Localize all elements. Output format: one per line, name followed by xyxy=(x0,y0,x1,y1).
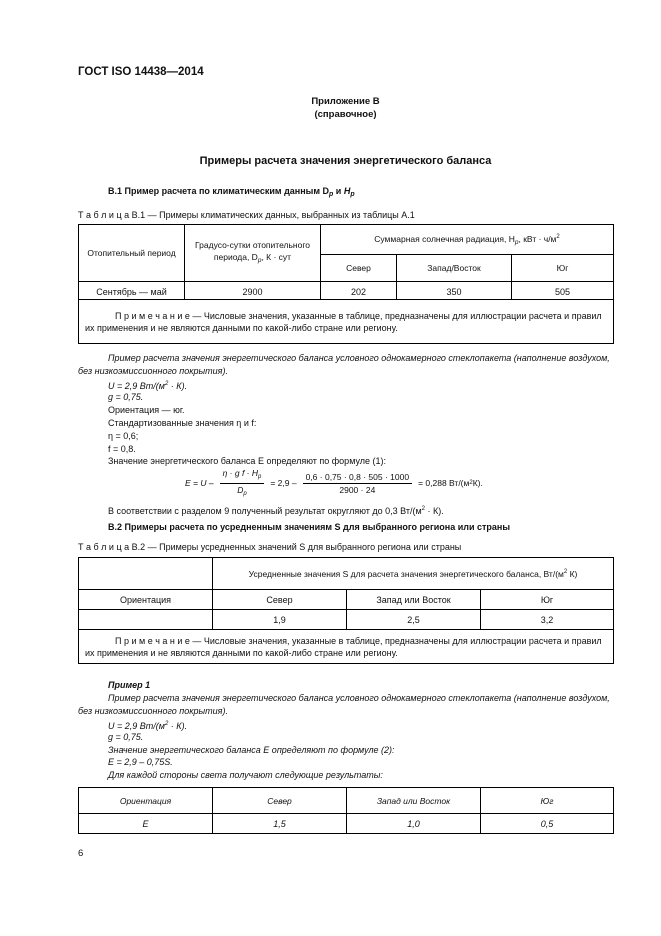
example1-formula-intro: Значение энергетического баланса E определяют по формуле (1): xyxy=(108,456,387,466)
formula-fraction-1: $\frac{\eta \cdot g f \cdot H_p}{D_p}$ xyxy=(220,467,265,500)
section-b2-heading: В.2 Примеры расчета по усредненным значениям S для выбранного региона или страны xyxy=(108,522,511,532)
formula-lhs: E = U – xyxy=(185,478,214,488)
table-b1-caption: Т а б л и ц а В.1 — Примеры климатических данных, выбранных из таблицы А.1 xyxy=(78,210,415,220)
appendix-subtitle: (справочное) xyxy=(314,109,377,120)
table-b2-note: П р и м е ч а н и е — Числовые значения, указанные в таблице, предназначены для иллюстрации расчета и правил их применения и не являются данными по какой-либо стране или региону. xyxy=(79,630,614,664)
table-b3 xyxy=(78,787,614,834)
example2-u-line: U = 2,9 $Вт/(м^2 \cdot К)$. xyxy=(108,721,188,731)
table-b2-head: Усредненные значения S для расчета значения энергетического баланса, $Вт/(м^2$ К) xyxy=(213,558,614,590)
table-b1-cell-south: 505 xyxy=(512,286,614,300)
example1-rounding-text: В соответствии с разделом 9 полученный результат округляют до 0,3 Вт/(м xyxy=(108,506,422,516)
table-b2-south: Юг xyxy=(481,590,614,610)
example2-intro: Пример расчета значения энергетического баланса условного однокамерного стеклопакета (наполнение воздухом, без низкоэмиссионного покрытия). xyxy=(78,693,610,716)
table-b3-value-south: 0,5 xyxy=(481,814,614,834)
table-b1-col-degree-days: Градусо-сутки отопительного периода, $D_p$, К · сут xyxy=(185,225,321,282)
example1-f: f = 0,8. xyxy=(108,444,136,454)
table-b1-note: П р и м е ч а н и е — Числовые значения, указанные в таблице, предназначены для иллюстрации расчета и правил их применения и не являются данными по какой-либо стране или региону. xyxy=(79,300,614,344)
example1-u: U = 2,9 Вт/(м xyxy=(108,381,165,391)
table-b1 xyxy=(78,224,614,344)
example1-intro: Пример расчета значения энергетического баланса условного однокамерного стеклопакета (наполнение воздухом, без низкоэмиссионного покрытия). xyxy=(78,353,610,376)
table-b3-e: E xyxy=(79,814,213,834)
table-b2-caption: Т а б л и ц а В.2 — Примеры усредненных значений S для выбранного региона или страны xyxy=(78,542,462,552)
table-b2-orientation: Ориентация xyxy=(79,590,213,610)
section-b1-text: В.1 Пример расчета по климатическим данным D xyxy=(108,186,329,196)
formula-result: = 0,288 Вт/(м xyxy=(418,478,470,488)
example1-rounding: В соответствии с разделом 9 полученный результат округляют до 0,3 $Вт/(м^2 \cdot К)$. xyxy=(108,506,444,516)
formula-result-end: К). xyxy=(472,478,483,488)
table-b1-sub-south: Юг xyxy=(512,255,614,282)
table-b2-empty-cell xyxy=(79,610,213,630)
formula-frac2-den: 2900 · 24 xyxy=(339,484,376,495)
table-b2-value-west-east: 2,5 xyxy=(347,610,481,630)
table-b2 xyxy=(78,557,614,664)
table-b2-value-north: 1,9 xyxy=(213,610,347,630)
table-b3-head-orientation: Ориентация xyxy=(79,788,213,814)
example1-u-end: · К). xyxy=(168,381,188,391)
table-b1-sub-west-east: Запад/Восток xyxy=(397,255,512,282)
example2-results-intro: Для каждой стороны света получают следующие результаты: xyxy=(108,770,383,780)
table-b2-empty-corner xyxy=(79,558,213,590)
page-number: 6 xyxy=(78,848,84,859)
example1-g: g = 0,75. xyxy=(108,392,144,402)
table-b1-sub-north: Север xyxy=(321,255,397,282)
table-b2-head-end: К) xyxy=(567,568,578,579)
table-b3-head-south: Юг xyxy=(481,788,614,814)
formula-frac1-num: η · g f · H xyxy=(222,467,259,478)
example2-heading: Пример 1 xyxy=(108,680,151,690)
table-b3-value-north: 1,5 xyxy=(213,814,347,834)
example1-rounding-end: · К). xyxy=(425,506,444,516)
table-b1-col-degree-days-unit: , К · сут xyxy=(261,252,292,262)
example1-eta: η = 0,6; xyxy=(108,431,139,441)
example1-std-values: Стандартизованные значения η и f: xyxy=(108,418,257,428)
table-b1-col-radiation-label: Суммарная солнечная радиация, H xyxy=(374,233,515,244)
formula-frac2-num: 0,6 · 0,75 · 0,8 · 505 · 1000 xyxy=(303,471,412,484)
example2-u-end: · К). xyxy=(168,721,188,731)
table-b1-col-degree-days-label: Градусо-сутки отопительного периода, D xyxy=(195,240,310,262)
table-b2-north: Север xyxy=(213,590,347,610)
example2-u: U = 2,9 Вт/(м xyxy=(108,721,165,731)
document-header: ГОСТ ISO 14438—2014 xyxy=(78,66,204,78)
table-b2-west-east: Запад или Восток xyxy=(347,590,481,610)
table-b1-cell-west-east: 350 xyxy=(397,286,512,300)
example1-orientation: Ориентация — юг. xyxy=(108,405,185,415)
table-b2-value-south: 3,2 xyxy=(481,610,614,630)
table-b2-head-text: Усредненные значения S для расчета значения энергетического баланса, Вт/(м xyxy=(248,568,564,579)
example2-g: g = 0,75. xyxy=(108,732,144,742)
example2-formula: E = 2,9 – 0,75S. xyxy=(108,757,173,767)
table-b3-value-west-east: 1,0 xyxy=(347,814,481,834)
table-b1-col-radiation: Суммарная солнечная радиация, $H_p$, кВт · $ч/м^2$ xyxy=(321,225,614,255)
table-b1-cell-period: Сентябрь — май xyxy=(79,286,185,300)
table-b3-head-west-east: Запад или Восток xyxy=(347,788,481,814)
main-title: Примеры расчета значения энергетического баланса xyxy=(199,155,492,167)
example1-formula: E = U – $\frac{\eta \cdot g f \cdot H_p}{D_p}$ = 2,9 – $\frac{0,6 \cdot 0,75 \cdot 0,8 \cdot 505 \cdot 1000}{2900 \cdot 24}$ = 0,288 Вт/(м 2 К). xyxy=(185,467,483,499)
appendix-title: Приложение В xyxy=(311,96,380,107)
example1-u-line: U = 2,9 $Вт/(м^2 \cdot К)$. xyxy=(108,381,188,391)
section-b1-heading: В.1 Пример расчета по климатическим данным $D_p$ и $H_p$ xyxy=(108,186,355,198)
table-b3-head-north: Север xyxy=(213,788,347,814)
example2-formula-intro: Значение энергетического баланса E определяют по формуле (2): xyxy=(108,745,395,755)
table-b1-cell-north: 202 xyxy=(321,286,397,300)
table-b1-col-radiation-unit: , кВт · ч/м xyxy=(518,233,557,244)
formula-frac1-den: D xyxy=(237,484,244,495)
table-b1-col-period: Отопительный период xyxy=(79,225,185,282)
formula-mid: = 2,9 – xyxy=(270,478,297,488)
formula-fraction-2 xyxy=(303,471,412,496)
table-b1-cell-degree-days: 2900 xyxy=(185,286,321,300)
